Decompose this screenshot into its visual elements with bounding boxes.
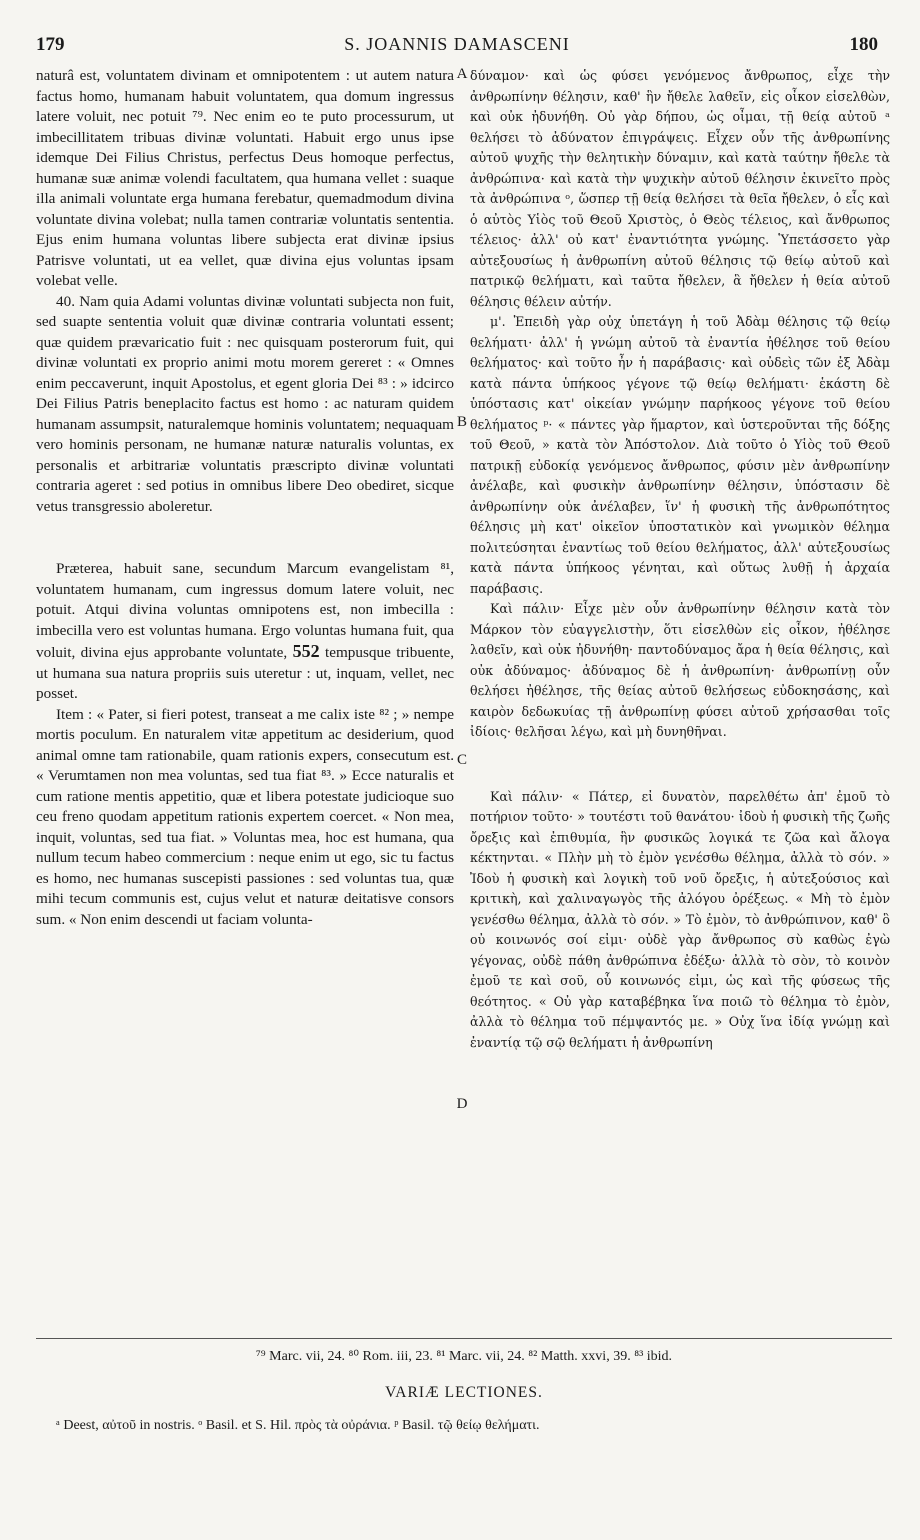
margin-marker-c: C: [456, 752, 467, 768]
latin-paragraph-4: Item : « Pater, si fieri potest, transeat a me calix iste ⁸² ; » nempe mortis poculum. En naturalem vitæ appetitum ac desiderium, quod animal omne tam rationabile, quam rationis expers, consecutum est. « Verumtamen non mea voluntas, sed tua fiat ⁸³. » Ecce naturalis et cum ratione mentis appetitio, quæ et libera potestate judicioque suo ceu freno quodam appetitum rationis expertem coercet. « Non mea, inquit, voluntas, sed tua fiat. » Voluntas mea, hoc est humana, qua nullum tecum habeo commercium : neque enim ut ego, sic tu factus es homo, nec humanas suscepisti passiones : sed voluntas tua, quæ mihi tecum communis est, cujus velut et naturæ deitatisve consors sum. « Non enim descendi ut faciam volunta-: [36, 705, 454, 928]
running-title: S. JOANNIS DAMASCENI: [344, 34, 570, 54]
latin-column: [36, 66, 454, 930]
greek-paragraph-4: Καὶ πάλιν· « Πάτερ, εἰ δυνατὸν, παρελθέτω ἀπ' ἐμοῦ τὸ ποτήριον τοῦτο· » τουτέστι τοῦ θανάτου· ἰδοὺ ἡ φυσικὴ τῆς ζωῆς ὄρεξις καὶ ἐπιθυμία, ἣν φυσικῶς λογικά τε ζῶα καὶ ἄλογα κέκτηνται. « Πλὴν μὴ τὸ ἐμὸν γενέσθω θέλημα, ἀλλὰ τὸ σόν. » Ἰδοὺ ἡ φυσικὴ καὶ λογικὴ τοῦ νοῦ ὄρεξις, ἡ αὐτεξούσιος καὶ κριτικὴ, καὶ χαλιναγωγὸς τῆς ἀλόγου ὀρέξεως. « Μὴ τὸ ἐμὸν γενέσθω θέλημα, ἀλλὰ τὸ σόν. » Τὸ ἐμὸν, τὸ ἀνθρώπινον, καθ' ὃ οὐ κοινωνός σοί εἰμι· οὐδὲ γὰρ ἄνθρωπος σὺ καθὼς ἐγὼ γέγονας, οὐδὲ πάθη ἀνθρώπινα ἐδέξω· ἀλλὰ τὸ σὸν, τὸ κοινὸν ἐμοῦ τε καὶ σοῦ, οὗ κοινωνός εἰμι, ὡς καὶ τῆς φύσεως τῆς θεότητος. « Οὐ γὰρ καταβέβηκα ἵνα ποιῶ τὸ θέλημα τὸ ἐμὸν, ἀλλὰ τὸ θέλημα τοῦ πέμψαντός με. » Οὐχ ἵνα ἰδίᾳ γνώμῃ καὶ ἐναντίᾳ τῷ σῷ θελήματι ἡ ἀνθρωπίνη: [470, 788, 890, 1050]
greek-paragraph-3: Καὶ πάλιν· Εἶχε μὲν οὖν ἀνθρωπίνην θέλησιν κατὰ τὸν Μάρκον τὸν εὐαγγελιστὴν, ὅτι εἰσελθὼν εἰς οἶκον, ἠθέλησε λαθεῖν, καὶ οὐκ ἠδυνήθη· παντοδύναμος ἄρα ἡ θεία θέλησις, καὶ οὐκ ἀδύναμος· ἀδύναμος δὲ ἡ ἀνθρωπίνη· ἀνθρωπίνῃ οὖν θελήσει ἠθέλησε, τῆς θείας αὐτοῦ θελήσεως εὐδοκησάσης, καὶ καιρὸν δεδωκυίας τῇ ἀνθρωπίνῃ φύσει αὐτοῦ χρήσασθαι τοῖς ἰδίοις· θελῆσαι λέγω, καὶ μὴ δυνηθῆναι.: [470, 601, 890, 739]
latin-paragraph-3b: tempusque tribuente, ut humana sua natura propriis suis uteretur : ut, inquam, vellet, nec posset.: [36, 644, 455, 702]
left-page-number: 179: [36, 34, 65, 55]
footnotes: ⁷⁹ Marc. vii, 24. ⁸⁰ Rom. iii, 23. ⁸¹ Marc. vii, 24. ⁸² Matth. xxvi, 39. ⁸³ ibid.: [255, 1349, 673, 1364]
margin-marker-d: D: [456, 1096, 468, 1112]
greek-paragraph-2: μ'. Ἐπειδὴ γὰρ οὐχ ὑπετάγη ἡ τοῦ Ἀδὰμ θέλησις τῷ θείῳ θελήματι· ἀλλ' ἡ γνώμη αὐτοῦ τὰ ἐναντία ἠθέλησε τοῦ θείου θελήματος· καὶ τοῦτο ἦν ἡ παράβασις· καὶ οὐδεὶς τῶν ἐξ Ἀδὰμ κατὰ πάντα ὑπήκοος γέγονε τῷ θείῳ θελήματι· ἑκάστη δὲ ὑπόστασις κατ' οἰκείαν γνώμην παρήκοος γέγονε τοῦ θείου θελήματος ᵖ· « πάντες γὰρ ἥμαρτον, καὶ ὑστεροῦνται τῆς δόξης τοῦ Θεοῦ, » κατὰ τὸν Ἀπόστολον. Διὰ τοῦτο ὁ Υἱὸς τοῦ Θεοῦ πατρικῇ εὐδοκίᾳ γενόμενος ἄνθρωπος, φύσιν μὲν ἀνθρωπίνην ἀνέλαβε, καὶ φυσικὴν ἀνθρωπίνην θέλησιν, ὑπόστασιν δὲ ἀνθρωπίνην οὐκ ἀνέλαβεν, ἵν' ἡ φυσικὴ τῆς ἀνθρωπότητος θέλησις μὴ κατ' οἰκεῖον ὑποστατικὸν καὶ γνωμικὸν θέλημα πολιτεύσηται ἐναντίως τοῦ θείου θελήματος, ἀλλ' αὐτεξουσίως κατὰ πάντα ὑπήκοος γένηται, καὶ οὕτως λυθῇ ἡ ἀρχαία παράβασις.: [470, 314, 890, 596]
footnote-rule: [36, 1338, 892, 1339]
margin-marker-b: B: [456, 414, 467, 430]
variae-lectiones-text: ᵃ Deest, αὐτοῦ in nostris. ᵒ Basil. et S. Hil. πρὸς τὰ οὐράνια. ᵖ Basil. τῷ θείῳ θελήματι.: [56, 1418, 540, 1433]
greek-paragraph-1: δύναμον· καὶ ὡς φύσει γενόμενος ἄνθρωπος, εἶχε τὴν ἀνθρωπίνην θέλησιν, καθ' ἣν ἤθελε λαθεῖν, εἰς οἶκον εἰσελθὼν, καὶ οὐκ ἠδυνήθη. Οὐ γὰρ δήπου, ὡς οἶμαι, τῇ θείᾳ αὐτοῦ ᵃ θελήσει τὸ ἀδύνατον ἐπιγράψεις. Εἶχεν οὖν τῆς ἀνθρωπίνης αὐτοῦ ψυχῆς τὴν θελητικὴν δύναμιν, καὶ κατὰ ταύτην ἤθελε τὰ ἀνθρώπινα· καὶ κατὰ τὴν ψυχικὴν αὐτοῦ θέλησιν ἐκινεῖτο πρὸς τὰ ἀνθρώπινα ᵒ, ὥσπερ τῇ θείᾳ θελήσει τὰ θεῖα ἤθελεν, ὁ εἷς καὶ ὁ αὐτὸς Υἱὸς τοῦ Θεοῦ Χριστὸς, ὁ Θεὸς τέλειος, καὶ ἄνθρωπος τέλειος· ἀλλ' οὐ κατ' ἐναντιότητα γνώμης. Ὑπετάσσετο γὰρ αὐτεξουσίως ἡ ἀνθρωπίνη αὐτοῦ θέλησις τῷ θείῳ αὐτοῦ καὶ πατρικῷ θελήματι, καὶ ταῦτα ἤθελεν, ἃ ἤθελεν ἡ θεία αὐτοῦ θέλησις θέλειν αὐτήν.: [470, 68, 890, 309]
greek-column: [470, 66, 890, 1053]
page-header: [36, 34, 878, 60]
latin-paragraph-2: 40. Nam quia Adami voluntas divinæ voluntati subjecta non fuit, sed suapte sententia voluit quæ divinæ contraria voluntati essent; quæ quidem prævaricatio fuit : nec quisquam posterorum fuit, qui divinæ voluntati ex proprio animi motu morem gereret : « Omnes enim peccaverunt, inquit Apostolus, et egent gloria Dei ⁸³ : » idcirco Dei Filius Patris beneplacito factus est homo : ac naturam quidem humanam assumpsit, naturalemque hominis voluntatem; nequaquam vero hominis personam, ne humanæ naturæ naturalis voluntas, ex personalis et arbitrariæ voluntatis præscripto divinæ voluntati contraria ageret : sed potius in omnibus libere Deo obediret, sicque vetus transgressio aboleretur.: [36, 292, 454, 515]
variae-lectiones-heading: VARIÆ LECTIONES.: [385, 1384, 543, 1401]
latin-paragraph-3a: Præterea, habuit sane, secundum Marcum evangelistam ⁸¹, voluntatem humanam, cum ingressus domum latere voluit, nec potuit. Atqui divina voluntas omnipotens est, non imbecilla : imbecilla vero est voluntas humana. Ergo voluntas humana fuit, qua voluit, divina ejus approbante voluntate,: [36, 560, 454, 661]
right-page-number: 180: [849, 34, 878, 55]
inline-page-number: 552: [292, 641, 320, 661]
margin-marker-a: A: [456, 66, 468, 82]
latin-paragraph-1: naturâ est, voluntatem divinam et omnipotentem : ut autem natura factus homo, humanam habuit voluntatem, qua domum ingressus latere voluit, nec potuit ⁷⁹. Nec enim eo te puto processurum, ut imbecillitatem tribuas divinæ voluntati. Habuit ergo unus ipse idemque Dei Filius Christus, perfectus Deus homoque perfectus, humanæ suæ animæ volendi facultatem, qua humana vellet : suaque illa animali voluntate erga humana ferebatur, quemadmodum divina voluntate divina volebat; nulla tamen contrariæ voluntatis sententia. Ejus enim humana voluntas libere subjecta erat divinæ ipsius Patrisve voluntati, ut ea vellet, quæ divina ejus voluntas ipsam volebat velle.: [36, 67, 454, 289]
latin-paragraph-3: [36, 559, 454, 705]
